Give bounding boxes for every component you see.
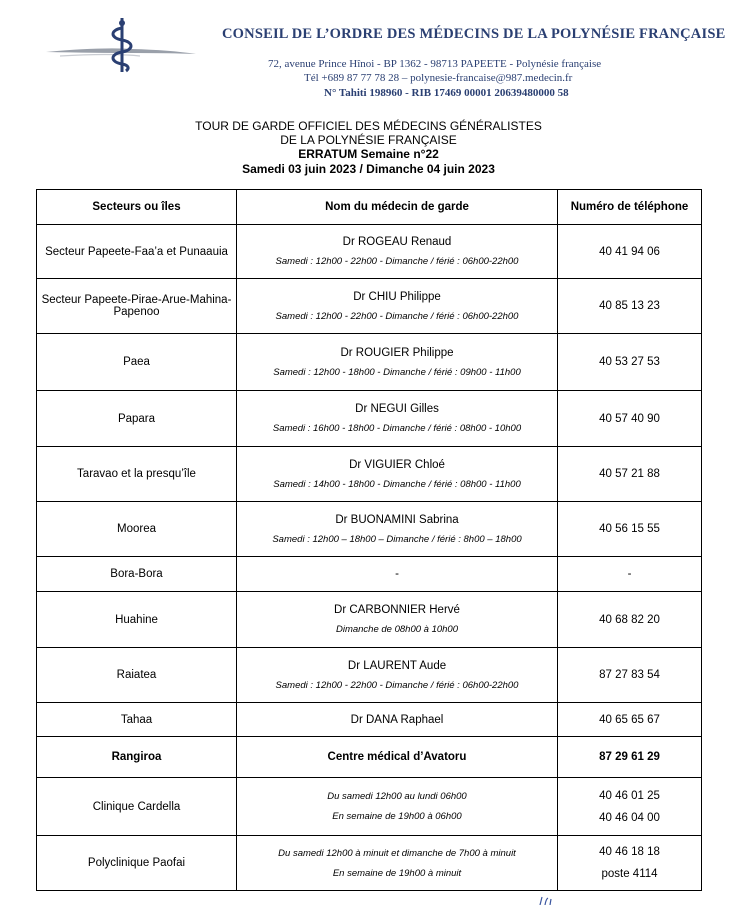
- hours-cell: [237, 836, 558, 891]
- org-name: CONSEIL DE L’ORDRE DES MÉDECINS DE LA POLYNÉSIE FRANÇAISE: [222, 26, 726, 42]
- document-subtitle: DE LA POLYNÉSIE FRANÇAISE: [280, 133, 457, 147]
- table-row: [37, 648, 702, 703]
- table-row: [37, 836, 702, 891]
- sector-cell: Polyclinique Paofai: [37, 836, 237, 891]
- phone-cell: 40 57 40 90: [558, 391, 702, 447]
- sector-cell: Raiatea: [37, 648, 237, 703]
- doctor-name: Dr CARBONNIER Hervé: [334, 604, 460, 616]
- doctor-cell: Dr DANA Raphael: [237, 703, 558, 737]
- duty-hours: Du samedi 12h00 au lundi 06h00: [327, 791, 467, 802]
- table-row: [37, 279, 702, 334]
- table-row: [37, 557, 702, 592]
- duty-hours: Samedi : 14h00 - 18h00 - Dimanche / férié : 08h00 - 11h00: [273, 478, 521, 490]
- doctor-name: Dr ROUGIER Philippe: [340, 346, 454, 359]
- duty-hours: Du samedi 12h00 à minuit et dimanche de 7h00 à minuit: [278, 847, 516, 859]
- duty-hours: Dimanche de 08h00 à 10h00: [335, 624, 458, 635]
- phone-extension: poste 4114: [601, 868, 658, 880]
- table-row: [37, 778, 702, 836]
- doctor-cell: [237, 391, 558, 447]
- date-range: Samedi 03 juin 2023 / Dimanche 04 juin 2023: [242, 162, 495, 176]
- doctor-cell: [237, 648, 558, 703]
- phone-cell: 40 85 13 23: [558, 279, 702, 334]
- doctor-name: Dr NEGUI Gilles: [355, 403, 439, 415]
- hours-cell: [237, 778, 558, 836]
- doctor-cell: -: [237, 557, 558, 592]
- table-row: [37, 592, 702, 648]
- on-call-table: [36, 189, 702, 891]
- doctor-cell: [237, 502, 558, 557]
- table-row: [37, 737, 702, 778]
- doctor-name: Dr CHIU Philippe: [353, 290, 441, 303]
- sector-cell: Papara: [37, 391, 237, 447]
- doctor-name: Dr ROGEAU Renaud: [342, 236, 452, 248]
- phone-cell: -: [558, 557, 702, 592]
- erratum-label: ERRATUM Semaine n°22: [298, 147, 439, 161]
- registry-line: N° Tahiti 198960 - RIB 17469 00001 20639480000 58: [324, 87, 569, 99]
- weekday-hours: En semaine de 19h00 à minuit: [332, 867, 462, 879]
- column-header-sector: Secteurs ou îles: [37, 190, 237, 225]
- table-row: [37, 502, 702, 557]
- sector-cell: Huahine: [37, 592, 237, 648]
- phone-cell: 40 65 65 67: [558, 703, 702, 737]
- doctor-cell: [237, 225, 558, 279]
- sector-cell: Taravao et la presqu’île: [37, 447, 237, 502]
- duty-hours: Samedi : 12h00 - 22h00 - Dimanche / férié : 06h00-22h00: [275, 310, 519, 322]
- contact-line[interactable]: Tél +689 87 77 78 28 – polynesie-francaise@987.medecin.fr: [304, 72, 573, 84]
- column-header-doctor: Nom du médecin de garde: [237, 190, 558, 225]
- phone-number: 40 46 18 18: [599, 846, 660, 858]
- phone-cell: 40 56 15 55: [558, 502, 702, 557]
- column-header-phone: Numéro de téléphone: [558, 190, 702, 225]
- doctor-name: Dr LAURENT Aude: [347, 659, 447, 672]
- sector-cell: Bora-Bora: [37, 557, 237, 592]
- table-row: [37, 225, 702, 279]
- doctor-cell: [237, 447, 558, 502]
- phone-cell: 87 29 61 29: [558, 737, 702, 778]
- phone-cell: [558, 836, 702, 891]
- doctor-cell: Centre médical d’Avatoru: [237, 737, 558, 778]
- sector-cell: Secteur Papeete-Faa’a et Punaauia: [37, 225, 237, 279]
- duty-hours: Samedi : 12h00 - 22h00 - Dimanche / férié : 06h00-22h00: [275, 679, 519, 691]
- doctor-cell: [237, 279, 558, 334]
- sector-cell: Rangiroa: [37, 737, 237, 778]
- phone-number: 40 46 01 25: [599, 789, 660, 802]
- phone-cell: 87 27 83 54: [558, 648, 702, 703]
- phone-cell: 40 41 94 06: [558, 225, 702, 279]
- phone-cell: 40 53 27 53: [558, 334, 702, 391]
- pen-mark: [536, 893, 566, 905]
- document-title: TOUR DE GARDE OFFICIEL DES MÉDECINS GÉNÉRALISTES: [195, 119, 542, 133]
- sector-cell: Moorea: [37, 502, 237, 557]
- sector-cell: Clinique Cardella: [37, 778, 237, 836]
- duty-hours: Samedi : 12h00 – 18h00 – Dimanche / férié : 8h00 – 18h00: [272, 533, 522, 545]
- address-line: 72, avenue Prince Hînoi - BP 1362 - 98713 PAPEETE - Polynésie française: [268, 58, 602, 70]
- table-row: [37, 334, 702, 391]
- phone-cell: 40 57 21 88: [558, 447, 702, 502]
- caduceus-icon: [40, 16, 200, 74]
- weekday-hours: En semaine de 19h00 à 06h00: [332, 811, 462, 822]
- duty-hours: Samedi : 12h00 - 22h00 - Dimanche / férié : 06h00-22h00: [275, 256, 519, 267]
- doctor-name: Dr BUONAMINI Sabrina: [335, 513, 459, 526]
- sector-cell: Tahaa: [37, 703, 237, 737]
- duty-hours: Samedi : 12h00 - 18h00 - Dimanche / férié : 09h00 - 11h00: [273, 366, 521, 378]
- table-row: [37, 703, 702, 737]
- sector-cell: Secteur Papeete-Pirae-Arue-Mahina-Papenoo: [37, 279, 237, 334]
- sector-cell: Paea: [37, 334, 237, 391]
- table-header-row: [37, 190, 702, 225]
- doctor-cell: [237, 334, 558, 391]
- phone-cell: 40 68 82 20: [558, 592, 702, 648]
- table-row: [37, 391, 702, 447]
- table-row: [37, 447, 702, 502]
- duty-hours: Samedi : 16h00 - 18h00 - Dimanche / férié : 08h00 - 10h00: [272, 423, 522, 434]
- phone-cell: [558, 778, 702, 836]
- phone-number-secondary: 40 46 04 00: [599, 811, 660, 824]
- doctor-cell: [237, 592, 558, 648]
- doctor-name: Dr VIGUIER Chloé: [349, 458, 445, 471]
